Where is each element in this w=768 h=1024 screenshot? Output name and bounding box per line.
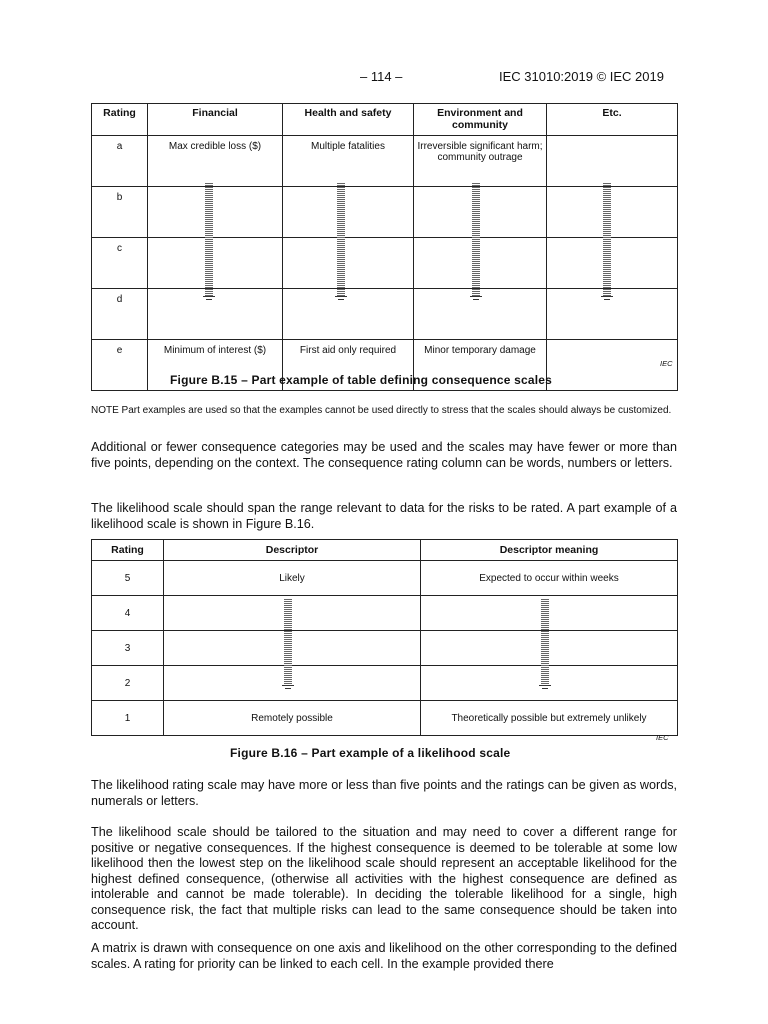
standard-reference: IEC 31010:2019 © IEC 2019 — [499, 69, 664, 84]
table-cell — [164, 596, 421, 631]
table-cell: Expected to occur within weeks — [421, 561, 678, 596]
table-cell — [547, 340, 678, 391]
scale-marker-health-safety — [337, 183, 345, 296]
paragraph: The likelihood scale should be tailored to the situation and may need to cover a different range for positive or negative consequences. If the highest consequence is deemed to be tolerable at some low likelihood then the lowest step on the likelihood scale should represent an acceptable likelihood for the highest defined consequence, (otherwise all activities with the highest consequence are defined as intolerable and cannot be made tolerable). In deciding the tolerable likelihood for a single, high consequence risk, the fact that multiple risks can lead to the same consequence should be taken into account. — [91, 825, 677, 932]
figure-caption-b15: Figure B.15 – Part example of table defining consequence scales — [170, 373, 553, 387]
table-cell — [148, 187, 283, 238]
table-cell — [164, 631, 421, 666]
scale-marker-descriptor — [284, 599, 292, 685]
table-cell — [283, 238, 414, 289]
table-row — [92, 289, 678, 340]
iec-source-mark: IEC — [660, 359, 673, 368]
table-row — [92, 666, 678, 701]
table-cell — [148, 289, 283, 340]
column-header-rating: Rating — [92, 104, 148, 136]
table-cell — [421, 666, 678, 701]
arrow-down-icon — [335, 296, 347, 302]
rating-cell: d — [92, 289, 148, 340]
table-row — [92, 238, 678, 289]
arrow-down-icon — [470, 296, 482, 302]
table-header-row — [92, 104, 678, 136]
consequence-scales-table — [91, 103, 678, 391]
table-cell: Remotely possible — [164, 701, 421, 736]
likelihood-scale-table — [91, 539, 678, 736]
table-cell — [414, 238, 547, 289]
table-cell: First aid only required — [283, 340, 414, 391]
column-header-rating: Rating — [92, 540, 164, 561]
table-cell — [421, 631, 678, 666]
column-header-descriptor: Descriptor — [164, 540, 421, 561]
page-number: – 114 – — [360, 69, 403, 84]
table-cell: Multiple fatalities — [283, 136, 414, 187]
rating-cell: b — [92, 187, 148, 238]
column-header-descriptor-meaning: Descriptor meaning — [421, 540, 678, 561]
table-cell — [283, 187, 414, 238]
table-cell: Likely — [164, 561, 421, 596]
table-row — [92, 561, 678, 596]
arrow-down-icon — [601, 296, 613, 302]
rating-cell: e — [92, 340, 148, 391]
scale-marker-environment — [472, 183, 480, 296]
table-cell — [547, 238, 678, 289]
table-row — [92, 596, 678, 631]
table-header-row — [92, 540, 678, 561]
table-row — [92, 631, 678, 666]
table-cell: Minimum of interest ($) — [148, 340, 283, 391]
column-header-financial: Financial — [148, 104, 283, 136]
paragraph: Additional or fewer consequence categories may be used and the scales may have fewer or more than five points, depending on the context. The consequence rating column can be words, numbers or letters. — [91, 440, 677, 470]
iec-source-mark: IEC — [656, 733, 669, 742]
column-header-environment: Environment and community — [414, 104, 547, 136]
table-row — [92, 136, 678, 187]
note: NOTE Part examples are used so that the examples cannot be used directly to stress that the scales should always be customized. — [91, 405, 672, 416]
rating-cell: 3 — [92, 631, 164, 666]
figure-caption-b16: Figure B.16 – Part example of a likelihood scale — [230, 746, 511, 760]
scale-marker-descriptor-meaning — [541, 599, 549, 685]
table-cell: Irreversible significant harm; community outrage — [414, 136, 547, 187]
table-row — [92, 701, 678, 736]
table-cell — [164, 666, 421, 701]
table-cell — [547, 136, 678, 187]
table-cell: Max credible loss ($) — [148, 136, 283, 187]
rating-cell: 4 — [92, 596, 164, 631]
rating-cell: 5 — [92, 561, 164, 596]
table-cell — [148, 238, 283, 289]
rating-cell: 2 — [92, 666, 164, 701]
arrow-down-icon — [282, 685, 294, 691]
scale-marker-etc — [603, 183, 611, 296]
rating-cell: c — [92, 238, 148, 289]
table-cell — [414, 187, 547, 238]
table-cell — [421, 596, 678, 631]
table-row — [92, 187, 678, 238]
paragraph: The likelihood rating scale may have more or less than five points and the ratings can be given as words, numerals or letters. — [91, 778, 677, 808]
rating-cell: a — [92, 136, 148, 187]
arrow-down-icon — [203, 296, 215, 302]
table-cell: Minor temporary damage — [414, 340, 547, 391]
table-cell — [283, 289, 414, 340]
scale-marker-financial — [205, 183, 213, 296]
column-header-etc: Etc. — [547, 104, 678, 136]
paragraph: A matrix is drawn with consequence on one axis and likelihood on the other corresponding to the defined scales. A rating for priority can be linked to each cell. In the example provided there — [91, 941, 677, 971]
rating-cell: 1 — [92, 701, 164, 736]
table-cell — [547, 187, 678, 238]
column-header-health-safety: Health and safety — [283, 104, 414, 136]
paragraph: The likelihood scale should span the range relevant to data for the risks to be rated. A part example of a likelihood scale is shown in Figure B.16. — [91, 501, 677, 531]
arrow-down-icon — [539, 685, 551, 691]
table-cell: Theoretically possible but extremely unlikely — [421, 701, 678, 736]
